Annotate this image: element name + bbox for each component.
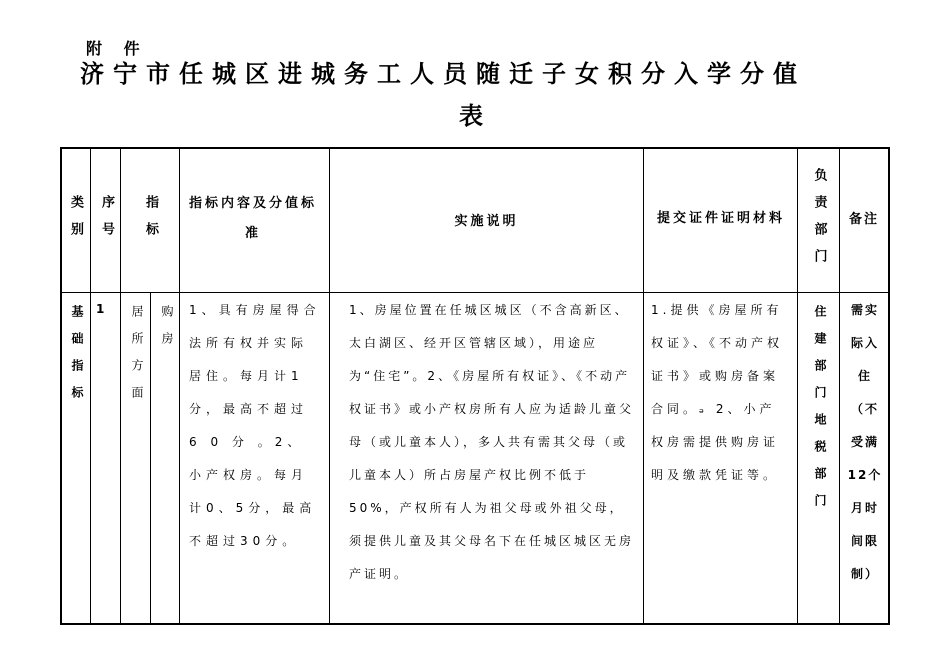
row-materials: 1.提供《房屋所有权证》、《不动产权证书》或购房备案合同。ₔ 2、小产权房需提供购房证明及缴款凭证等。 (651, 303, 784, 482)
row-explanation: 1、房屋位置在任城区城区（不含高新区、太白湖区、经开区管辖区域），用途应为“住宅”。2、《房屋所有权证》、《不动产权证书》或小产权房所有人应为适龄儿童父母（或儿童本人），多人共有需其父母（或儿童本人）所占房屋产权比例不低于50%，产权所有人为祖父母或外祖父母，须提供儿童及其父母名下在任城区城区无房产证明。 (349, 303, 635, 581)
header-seq: 序号 (99, 195, 114, 249)
row-department: 住建部门地税部门 (813, 305, 827, 521)
header-remarks: 备注 (848, 211, 879, 227)
row-category: 基础指标 (70, 305, 84, 413)
document-title: 济宁市任城区进城务工人员随迁子女积分入学分值 (80, 60, 806, 88)
row-indicator-category: 居所方面 (130, 305, 144, 413)
col-border (888, 147, 890, 625)
row-remarks: 需实际入住（不受满12个月时间限制） (847, 303, 883, 581)
col-border (179, 147, 180, 625)
header-explanation: 实施说明 (454, 214, 519, 229)
header-category: 类别 (68, 195, 83, 249)
document-title-continued: 表 (459, 102, 483, 130)
col-border (150, 292, 151, 625)
header-materials: 提交证件证明材料 (656, 211, 785, 226)
header-content: 指标内容及分值标准 (188, 196, 317, 241)
attachment-label: 附 件 (86, 39, 148, 58)
col-border (643, 147, 644, 625)
header-indicator: 指标 (143, 195, 158, 249)
row-indicator-type: 购房 (160, 305, 174, 359)
row-seq: 1 (96, 302, 107, 316)
header-divider (60, 292, 890, 293)
score-table (60, 147, 890, 625)
row-content: 1、具有房屋得合法所有权并实际居住。每月计1分，最高不超过 6 0 分 。2、小产权房。每月计0、5分，最高不超过30分。 (189, 303, 321, 548)
header-department: 负责部门 (811, 168, 827, 276)
